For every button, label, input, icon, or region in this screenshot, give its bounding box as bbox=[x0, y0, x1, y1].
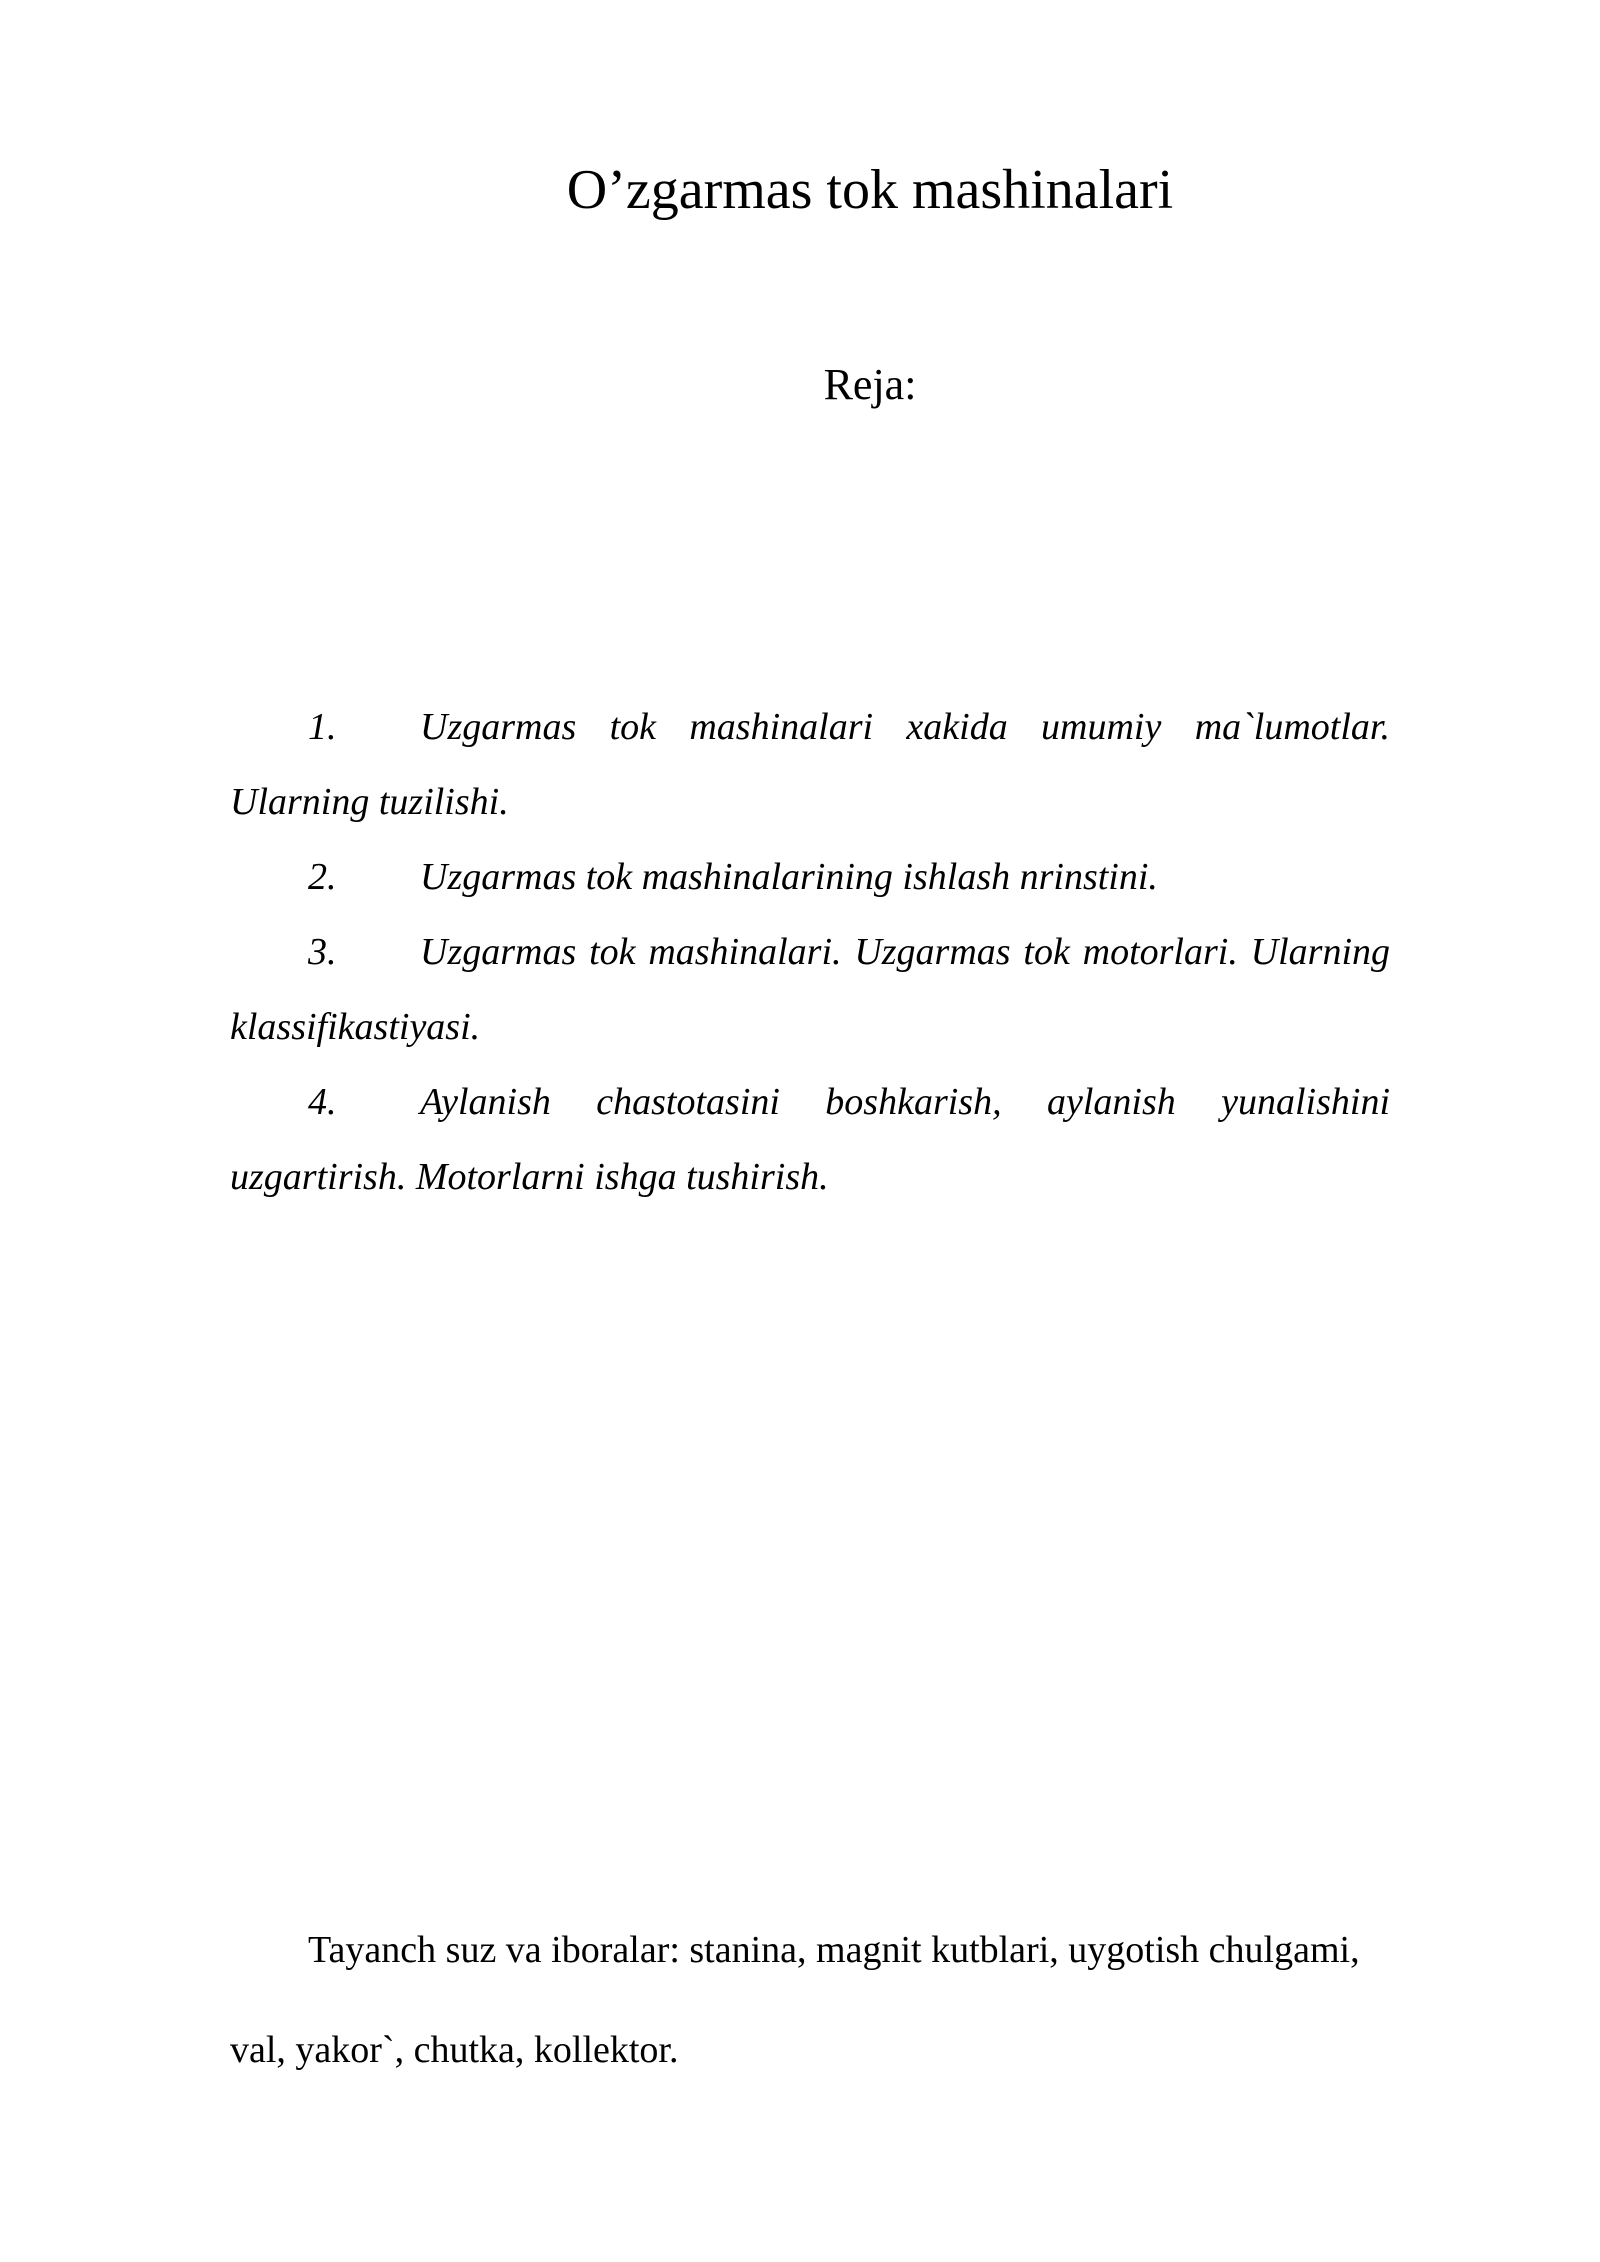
plan-item bbox=[230, 1065, 1390, 1215]
plan-item bbox=[230, 840, 1390, 915]
plan-list bbox=[230, 690, 1390, 1215]
plan-item-text: Uzgarmas tok mashinalarining ishlash nrinstini. bbox=[420, 856, 1158, 898]
plan-item-number: 1. bbox=[308, 706, 337, 748]
keywords-paragraph: Tayanch suz va iboralar: stanina, magnit kutblari, uygotish chulgami, val, yakor`, chutka, kollektor. bbox=[230, 1929, 1360, 2071]
plan-item bbox=[230, 915, 1390, 1065]
plan-item-text: Aylanish chastotasini boshkarish, aylanish yunalishini uzgartirish. Motorlarni ishga tushirish. bbox=[230, 1081, 1390, 1198]
plan-item-number: 3. bbox=[308, 931, 337, 973]
plan-item-text: Uzgarmas tok mashinalari xakida umumiy ma`lumotlar. Ularning tuzilishi. bbox=[230, 706, 1390, 823]
document-title: O’zgarmas tok mashinalari bbox=[566, 159, 1174, 221]
plan-heading: Reja: bbox=[823, 360, 917, 409]
plan-item-number: 4. bbox=[308, 1081, 337, 1123]
plan-item-number: 2. bbox=[308, 856, 337, 898]
plan-item bbox=[230, 690, 1390, 840]
plan-item-text: Uzgarmas tok mashinalari. Uzgarmas tok motorlari. Ularning klassifikastiyasi. bbox=[230, 931, 1390, 1048]
